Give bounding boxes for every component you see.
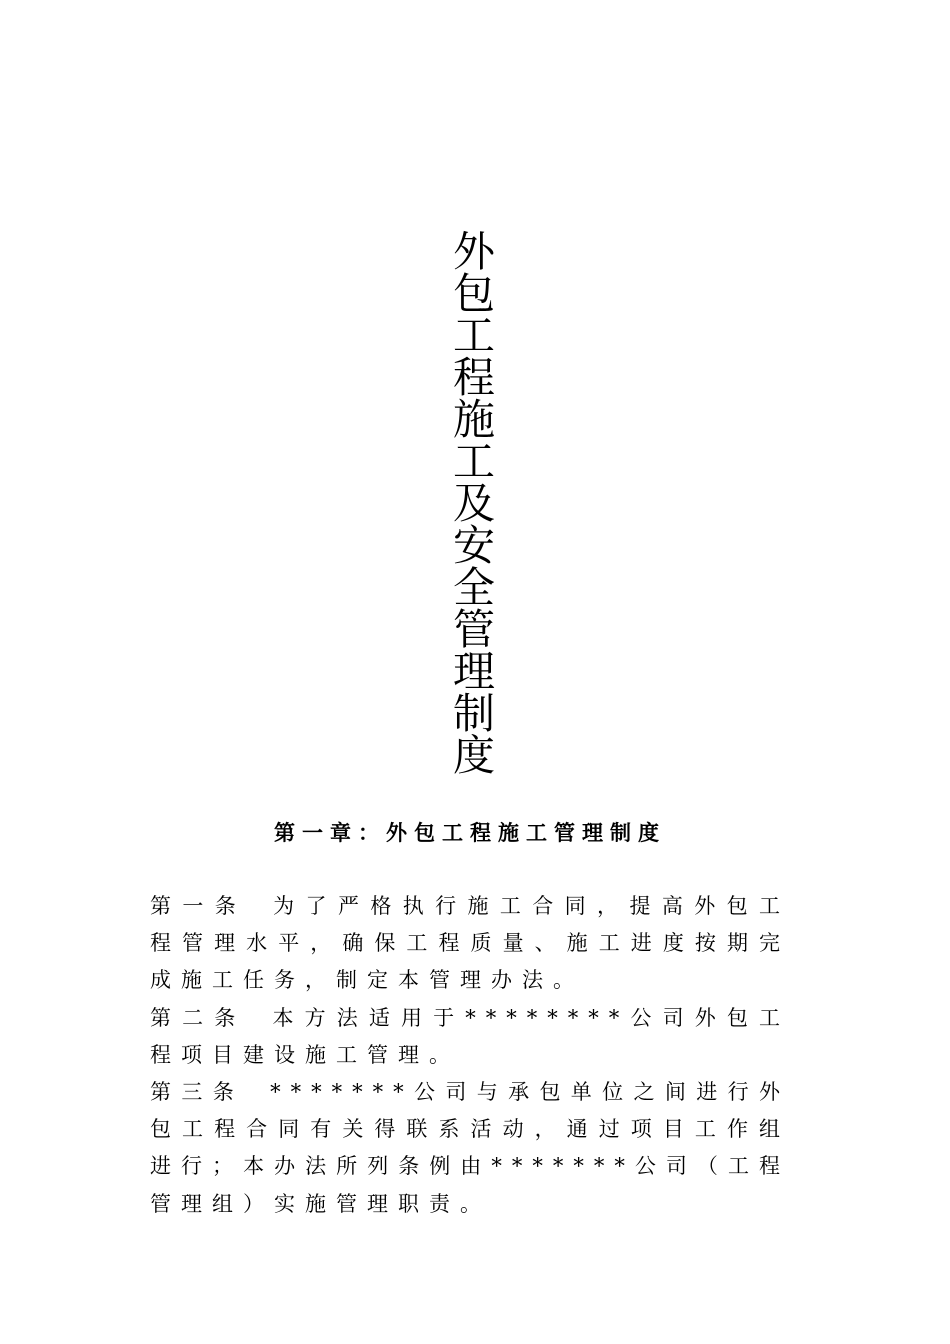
article-paragraph xyxy=(150,1074,790,1223)
article-text: 本方法适用于********公司外包工程项目建设施工管理。 xyxy=(150,1006,791,1068)
document-title: 外包工程施工及安全管理制度 xyxy=(447,229,496,775)
article-label: 第二条 xyxy=(150,1006,247,1030)
article-text: 为了严格执行施工合同，提高外包工程管理水平，确保工程质量、施工进度按期完成施工任务，制定本管理办法。 xyxy=(150,894,791,993)
article-paragraph xyxy=(150,888,790,1000)
article-paragraph xyxy=(150,1000,790,1074)
article-label: 第一条 xyxy=(150,894,248,918)
chapter-heading: 第一章：外包工程施工管理制度 xyxy=(274,821,666,845)
article-label: 第三条 xyxy=(150,1080,245,1104)
article-text: *******公司与承包单位之间进行外包工程合同有关得联系活动，通过项目工作组进行；本办法所列条例由*******公司（工程管理组）实施管理职责。 xyxy=(150,1080,791,1216)
